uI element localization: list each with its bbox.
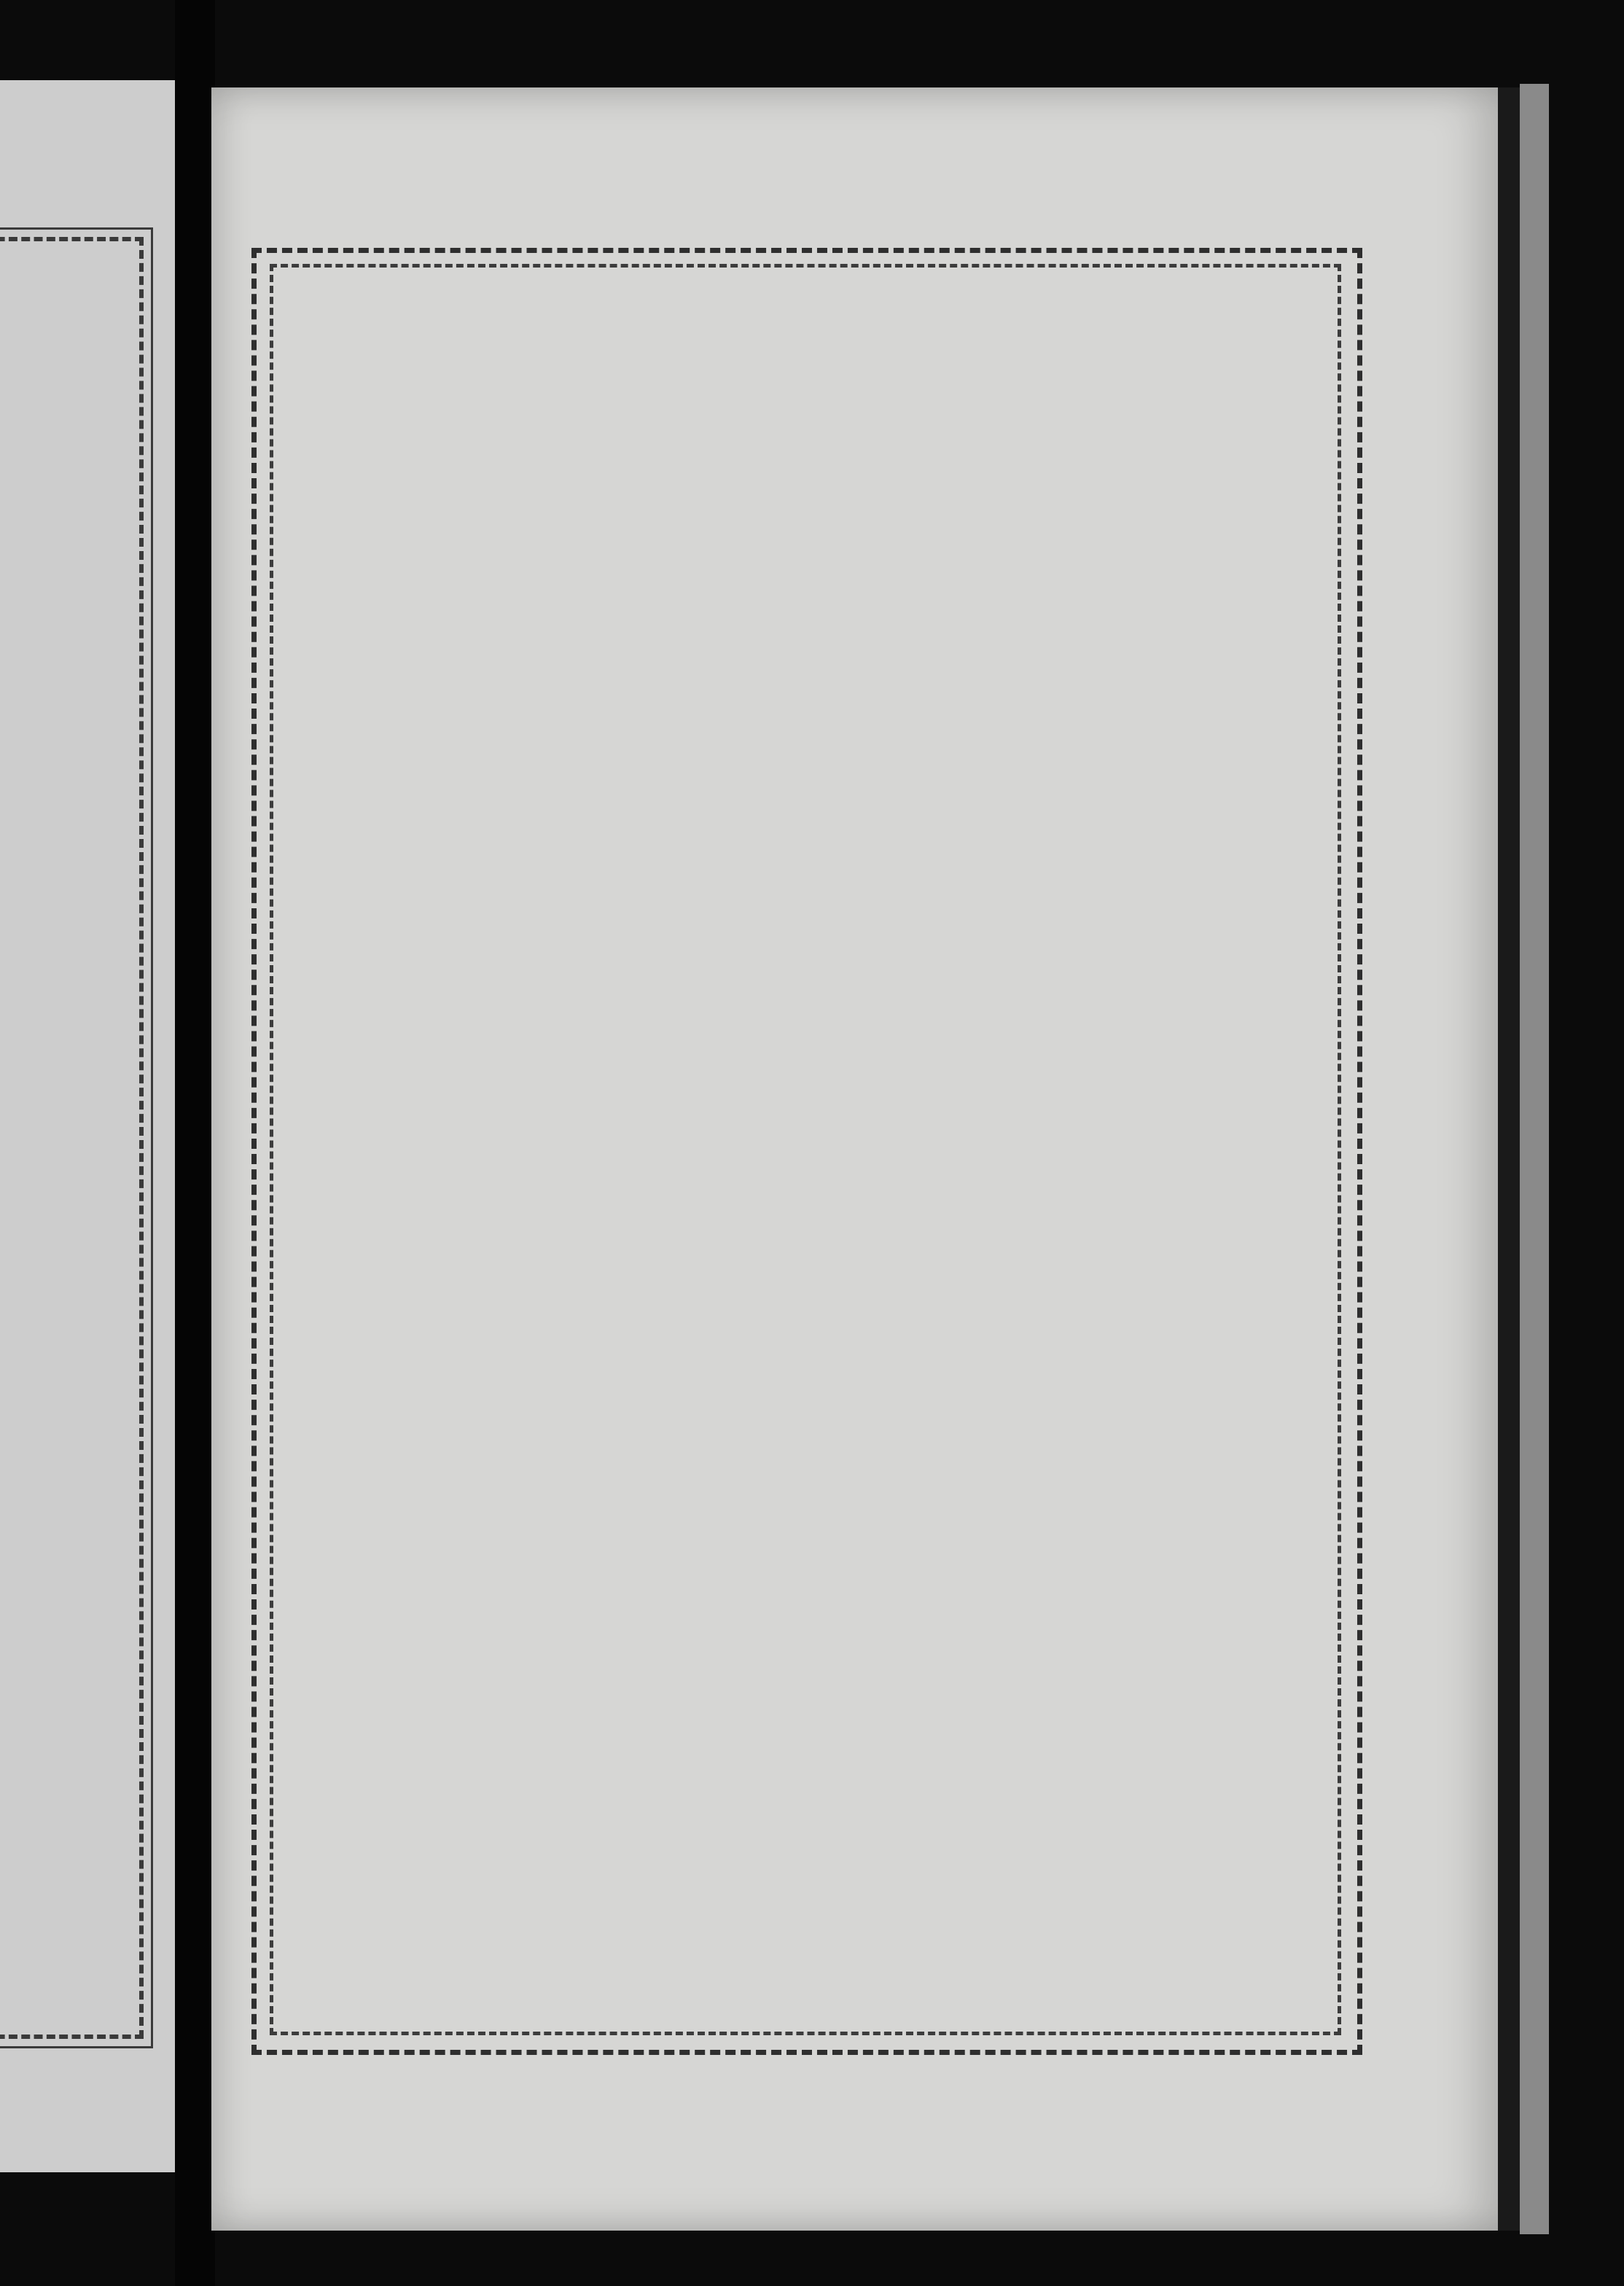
left-page-border (0, 237, 144, 2039)
page-edge-shadow (1498, 87, 1520, 2231)
table-of-contents (394, 306, 1312, 1983)
page-edge (1520, 84, 1549, 2234)
book-spine-gutter (175, 0, 215, 2286)
left-neighbour-page (0, 80, 175, 2172)
